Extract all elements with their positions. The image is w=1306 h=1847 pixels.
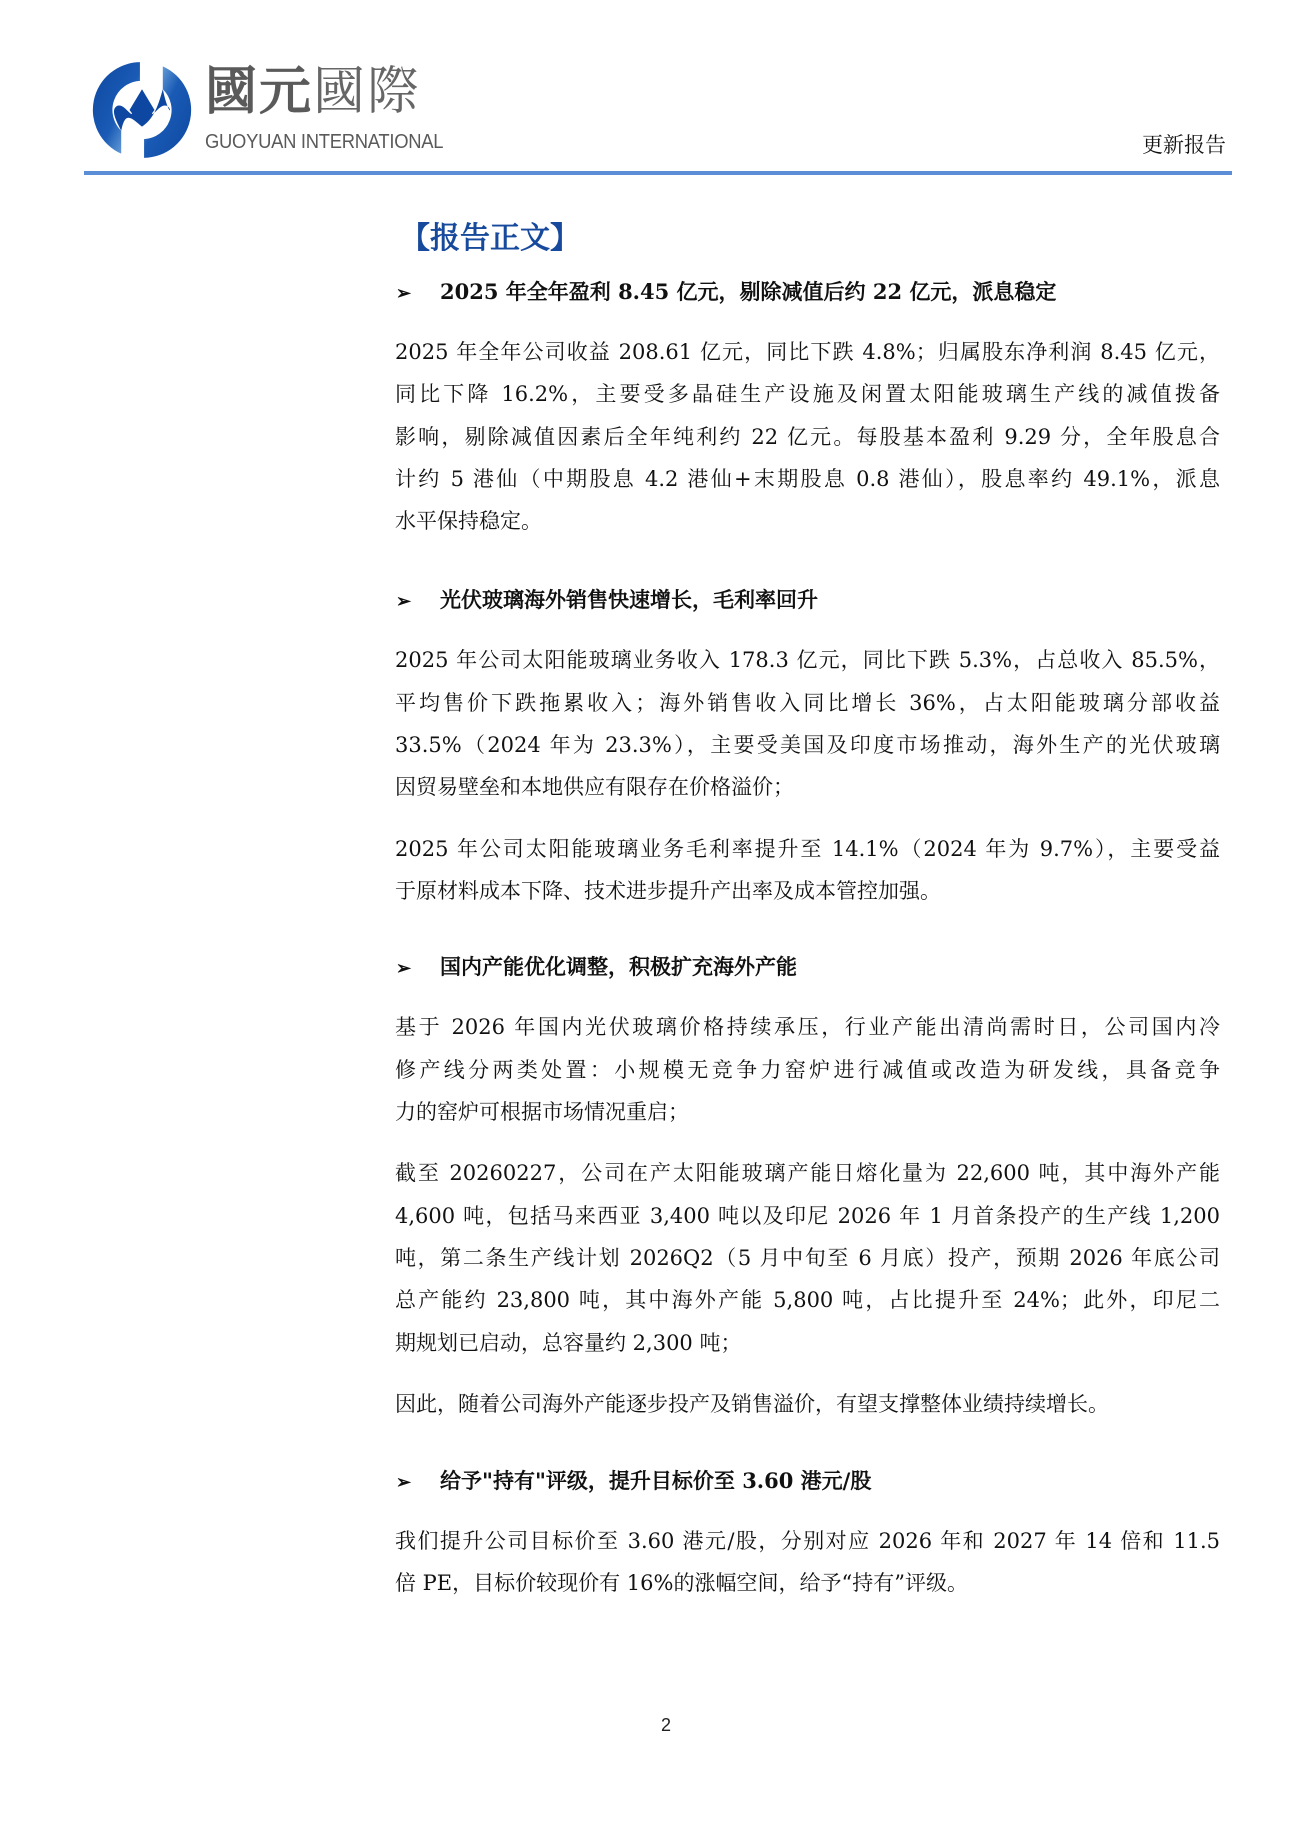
paragraph-line: 基于 2026 年国内光伏玻璃价格持续承压，行业产能出清尚需时日，公司国内冷 — [395, 1015, 1220, 1039]
page-number: 2 — [661, 1715, 672, 1735]
paragraph-line: 2025 年公司太阳能玻璃业务收入 178.3 亿元，同比下跌 5.3%，占总收入 85.5%， — [395, 648, 1220, 672]
heading-text: 光伏玻璃海外销售快速增长，毛利率回升 — [440, 587, 818, 612]
brand-name-cn-light: 國際 — [313, 62, 422, 122]
paragraph-line: 33.5%（2024 年为 23.3%），主要受美国及印度市场推动，海外生产的光伏玻璃 — [395, 733, 1220, 757]
section-heading — [396, 1468, 871, 1496]
bullet-arrow-icon: ➢ — [396, 958, 412, 979]
paragraph-line: 影响，剔除减值因素后全年纯利约 22 亿元。每股基本盈利 9.29 分，全年股息合 — [395, 425, 1220, 449]
paragraph-line: 水平保持稳定。 — [395, 509, 542, 533]
paragraph-line: 吨，第二条生产线计划 2026Q2（5 月中旬至 6 月底）投产，预期 2026 年底公司 — [395, 1246, 1220, 1270]
section-title: 【报告正文】 — [400, 221, 580, 256]
paragraph-line: 总产能约 23,800 吨，其中海外产能 5,800 吨，占比提升至 24%；此外，印尼二 — [395, 1288, 1220, 1312]
bullet-arrow-icon: ➢ — [396, 591, 412, 612]
guoyuan-logo-icon — [90, 58, 194, 162]
paragraph-line: 我们提升公司目标价至 3.60 港元/股，分别对应 2026 年和 2027 年 14 倍和 11.5 — [395, 1529, 1220, 1553]
paragraph-line: 平均售价下跌拖累收入；海外销售收入同比增长 36%，占太阳能玻璃分部收益 — [395, 691, 1220, 715]
header-divider — [84, 171, 1232, 175]
section-heading — [396, 279, 1056, 307]
heading-text: 2025 年全年盈利 8.45 亿元，剔除减值后约 22 亿元，派息稳定 — [440, 279, 1057, 304]
paragraph-line: 因贸易壁垒和本地供应有限存在价格溢价； — [395, 775, 794, 799]
section-heading — [396, 954, 797, 982]
paragraph-line: 修产线分两类处置：小规模无竞争力窑炉进行减值或改造为研发线，具备竞争 — [395, 1058, 1220, 1082]
bullet-arrow-icon: ➢ — [396, 283, 412, 304]
paragraph-line: 期规划已启动，总容量约 2,300 吨； — [395, 1331, 742, 1355]
report-type-label: 更新报告 — [1142, 133, 1226, 157]
paragraph-line: 2025 年公司太阳能玻璃业务毛利率提升至 14.1%（2024 年为 9.7%），主要受益 — [395, 837, 1220, 861]
paragraph-line: 计约 5 港仙（中期股息 4.2 港仙+末期股息 0.8 港仙），股息率约 49.1%，派息 — [395, 467, 1220, 491]
paragraph-line: 同比下降 16.2%，主要受多晶硅生产设施及闲置太阳能玻璃生产线的减值拨备 — [395, 382, 1220, 406]
heading-text: 给予"持有"评级，提升目标价至 3.60 港元/股 — [440, 1468, 872, 1493]
bullet-arrow-icon: ➢ — [396, 1472, 412, 1493]
paragraph-line: 截至 20260227，公司在产太阳能玻璃产能日熔化量为 22,600 吨，其中海外产能 — [395, 1161, 1220, 1185]
paragraph-line: 因此，随着公司海外产能逐步投产及销售溢价，有望支撑整体业绩持续增长。 — [395, 1392, 1109, 1416]
paragraph-line: 4,600 吨，包括马来西亚 3,400 吨以及印尼 2026 年 1 月首条投产的生产线 1,200 — [395, 1204, 1220, 1228]
paragraph-line: 于原材料成本下降、技术进步提升产出率及成本管控加强。 — [395, 879, 941, 903]
heading-text: 国内产能优化调整，积极扩充海外产能 — [440, 954, 797, 979]
paragraph-line: 2025 年全年公司收益 208.61 亿元，同比下跌 4.8%；归属股东净利润 8.45 亿元， — [395, 340, 1220, 364]
paragraph-line: 力的窑炉可根据市场情况重启； — [395, 1100, 689, 1124]
brand-name-cn — [205, 62, 421, 122]
brand-name-en: GUOYUAN INTERNATIONAL — [205, 131, 444, 153]
brand-name-cn-bold: 國元 — [205, 62, 314, 122]
section-heading — [396, 587, 818, 615]
paragraph-line: 倍 PE，目标价较现价有 16%的涨幅空间，给予“持有”评级。 — [395, 1571, 968, 1595]
